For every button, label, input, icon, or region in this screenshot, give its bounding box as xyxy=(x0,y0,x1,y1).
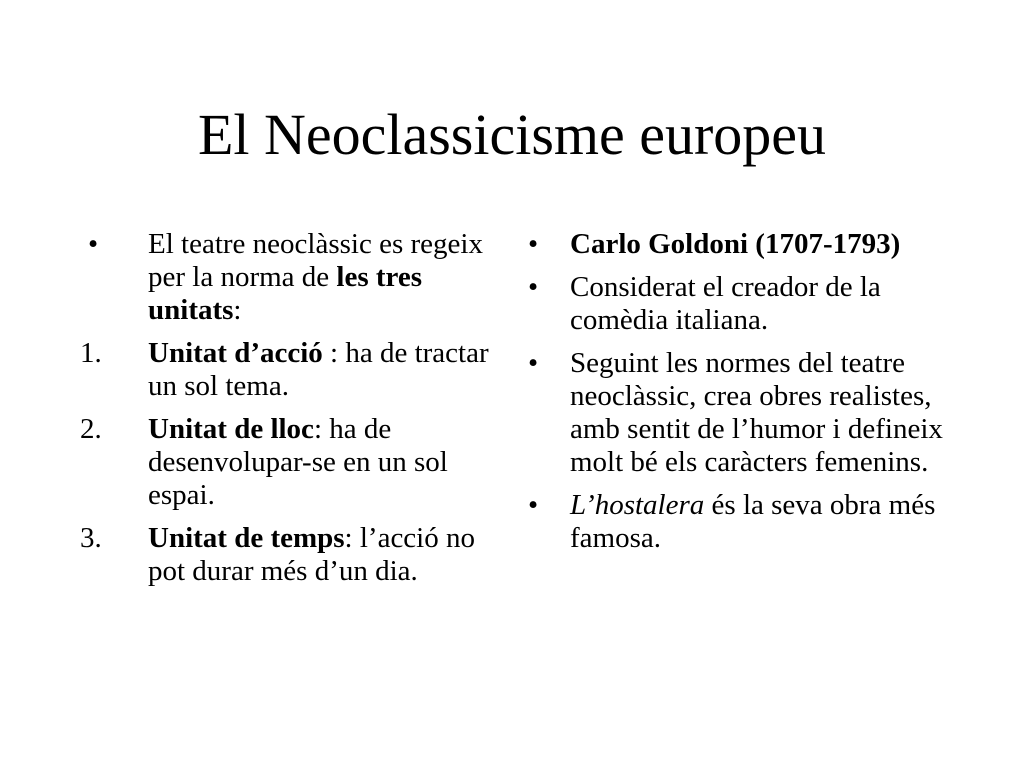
bullet-marker: • xyxy=(528,347,539,379)
list-number: 2. xyxy=(80,413,102,445)
list-item-1 xyxy=(80,337,500,403)
bullet-item-3 xyxy=(522,489,962,555)
item-text: : ha de tractar un sol tema. xyxy=(148,337,489,402)
list-item-2 xyxy=(80,413,500,512)
point-text: Considerat el creador de la comèdia italiana. xyxy=(570,271,881,336)
list-number: 3. xyxy=(80,522,102,554)
left-column xyxy=(80,228,500,598)
goldoni-heading: Carlo Goldoni (1707-1793) xyxy=(570,228,901,260)
slide-title: El Neoclassicisme europeu xyxy=(197,102,827,167)
heading-bullet-item xyxy=(522,228,962,261)
work-title: L’hostalera xyxy=(570,489,705,521)
list-item-3 xyxy=(80,522,500,588)
intro-bullet-item xyxy=(80,228,500,327)
bullet-item-1 xyxy=(522,271,962,337)
bullet-marker: • xyxy=(528,489,539,521)
item-text: : l’acció no pot durar més d’un dia. xyxy=(148,522,475,587)
bullet-marker: • xyxy=(528,271,539,303)
right-column xyxy=(522,228,962,565)
item-bold: Unitat d’acció xyxy=(148,337,323,369)
bullet-marker: • xyxy=(88,228,99,260)
item-text: : ha de desenvolupar-se en un sol espai. xyxy=(148,413,448,511)
bullet-marker: • xyxy=(528,228,539,260)
item-bold: Unitat de temps xyxy=(148,522,345,554)
list-number: 1. xyxy=(80,337,102,369)
intro-end: : xyxy=(233,294,242,326)
intro-bold: les tres unitats xyxy=(148,261,423,326)
point-text: és la seva obra més famosa. xyxy=(570,489,936,554)
point-text: Seguint les normes del teatre neoclàssic, crea obres realistes, amb sentit de l’humor i defineix molt bé els caràcters femenins. xyxy=(570,347,943,478)
intro-text: El teatre neoclàssic es regeix per la norma de xyxy=(148,228,483,293)
item-bold: Unitat de lloc xyxy=(148,413,314,445)
bullet-item-2 xyxy=(522,347,962,479)
